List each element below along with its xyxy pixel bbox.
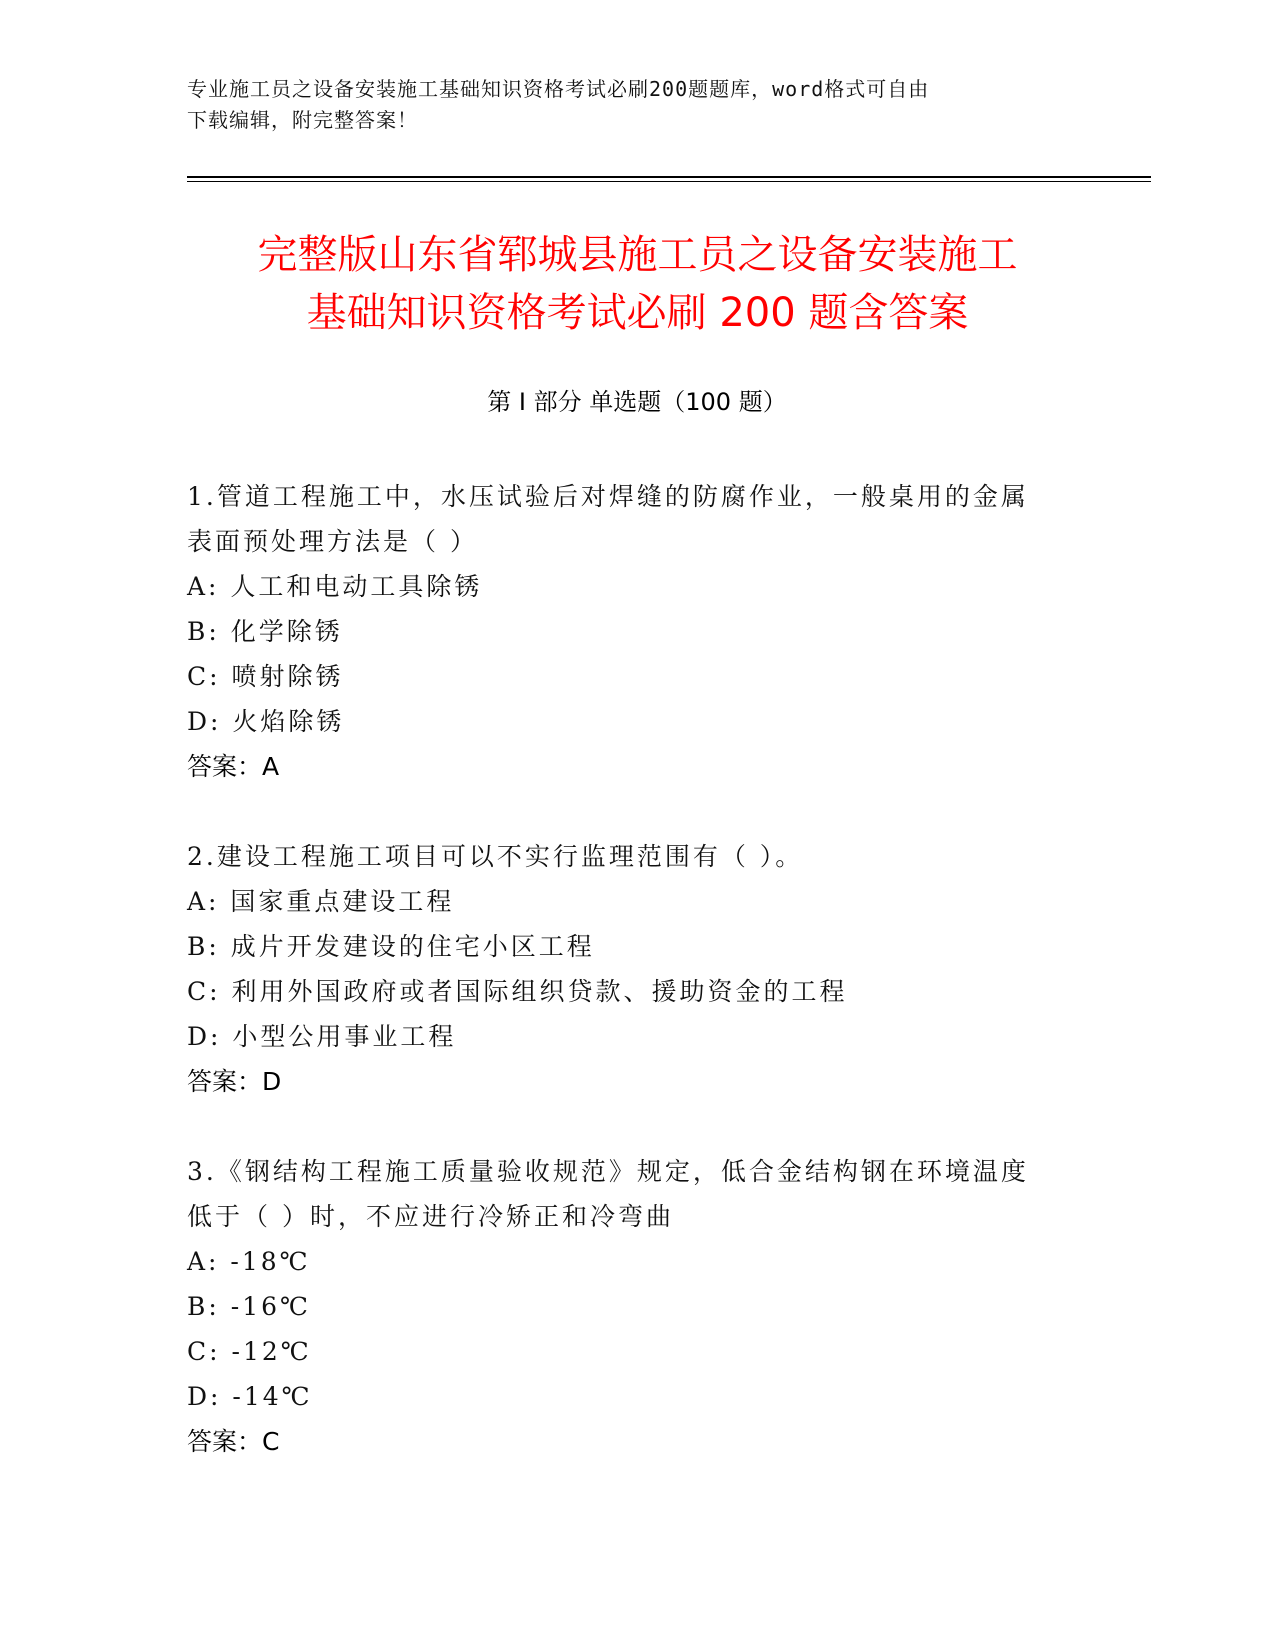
- option-a: A: -18℃: [187, 1247, 311, 1276]
- option-b: B: 成片开发建设的住宅小区工程: [187, 932, 595, 961]
- option-b: B: 化学除锈: [187, 617, 343, 646]
- question-spacer: [187, 789, 1087, 834]
- question-stem: 3.《钢结构工程施工质量验收规范》规定，低合金结构钢在环境温度: [187, 1157, 1029, 1186]
- document-title: [160, 226, 1115, 342]
- answer: 答案：A: [187, 752, 280, 781]
- option-c: C: 利用外国政府或者国际组织贷款、援助资金的工程: [187, 977, 848, 1006]
- header-line-1: 专业施工员之设备安装施工基础知识资格考试必刷200题题库，word格式可自由: [187, 77, 930, 101]
- option-d: D: 火焰除锈: [187, 707, 345, 736]
- answer: 答案：C: [187, 1427, 280, 1456]
- question-stem-continued: 表面预处理方法是（ ）: [187, 527, 478, 556]
- question-3: [187, 1149, 1087, 1464]
- option-c: C: -12℃: [187, 1337, 312, 1366]
- question-spacer: [187, 1104, 1087, 1149]
- question-list: [187, 474, 1087, 1464]
- question-1: [187, 474, 1087, 789]
- question-stem-continued: 低于（ ）时，不应进行冷矫正和冷弯曲: [187, 1202, 674, 1231]
- option-a: A: 国家重点建设工程: [187, 887, 455, 916]
- document-header: [187, 74, 1067, 136]
- section-title: 第 I 部分 单选题（100 题）: [487, 388, 787, 416]
- option-d: D: 小型公用事业工程: [187, 1022, 457, 1051]
- option-c: C: 喷射除锈: [187, 662, 344, 691]
- question-stem: 2.建设工程施工项目可以不实行监理范围有（ ）。: [187, 842, 804, 871]
- question-2: [187, 834, 1087, 1104]
- title-line-1: 完整版山东省郓城县施工员之设备安装施工: [257, 232, 1018, 278]
- option-d: D: -14℃: [187, 1382, 313, 1411]
- option-b: B: -16℃: [187, 1292, 311, 1321]
- header-divider-thick: [187, 176, 1151, 178]
- answer: 答案：D: [187, 1067, 282, 1096]
- question-stem: 1.管道工程施工中，水压试验后对焊缝的防腐作业，一般桌用的金属: [187, 482, 1029, 511]
- header-divider-thin: [187, 181, 1151, 182]
- header-line-2: 下载编辑，附完整答案！: [187, 108, 418, 132]
- option-a: A: 人工和电动工具除锈: [187, 572, 483, 601]
- title-line-2: 基础知识资格考试必刷 200 题含答案: [306, 290, 969, 336]
